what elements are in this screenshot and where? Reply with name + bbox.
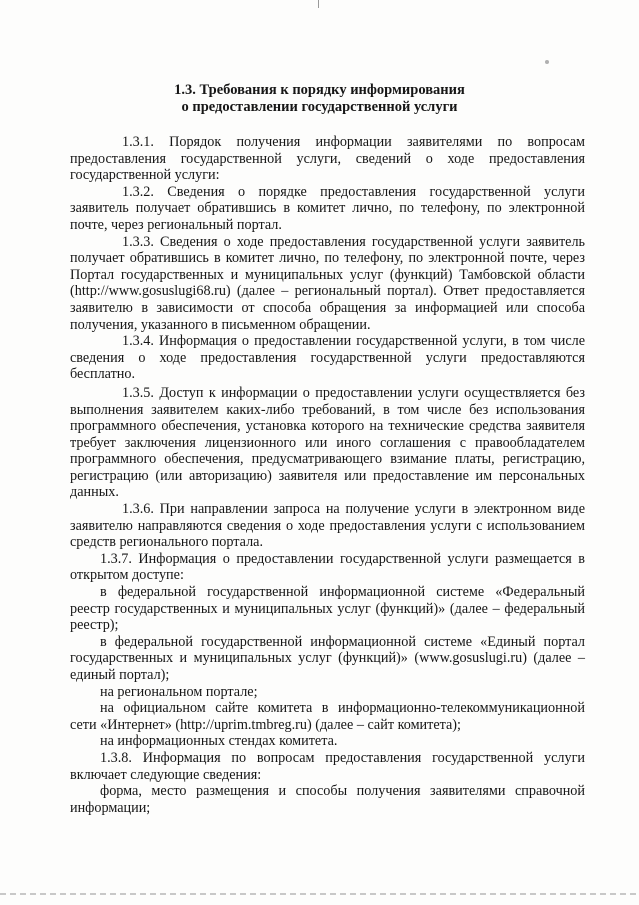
paragraph-1-3-3: 1.3.3. Сведения о ходе предоставления государственной услуги заявитель получает обратившись в комитет лично, по телефону, по электронной почте, через Портал государственных и муниципальных услуг (функций) Тамбовской области (http://www.gosuslugi68.ru) (далее – региональный портал). Ответ предоставляется заявителю в зависимости от способа обращения за информацией или способа получения, указанного в письменном обращении. xyxy=(70,233,585,333)
list-item-committee-site: на официальном сайте комитета в информационно-телекоммуникационной сети «Интернет» (http://uprim.tmbreg.ru) (далее – сайт комитета); xyxy=(70,700,585,733)
paragraph-1-3-2: 1.3.2. Сведения о порядке предоставления государственной услуги заявитель получает обратившись в комитет лично, по телефону, по электронной почте, через региональный портал. xyxy=(70,183,585,233)
section-heading-line-2: о предоставлении государственной услуги xyxy=(181,99,458,115)
list-item-info-stands: на информационных стендах комитета. xyxy=(100,733,338,750)
paragraph-1-3-6: 1.3.6. При направлении запроса на получение услуги в электронном виде заявителю направляются сведения о ходе предоставления услуги с использованием средств регионального портала. xyxy=(70,501,585,551)
paragraph-1-3-1: 1.3.1. Порядок получения информации заявителями по вопросам предоставления государственной услуги, сведений о ходе предоставления государственной услуги: xyxy=(70,134,585,184)
paragraph-1-3-4: 1.3.4. Информация о предоставлении государственной услуги, в том числе сведения о ходе предоставления государственной услуги предоставляются бесплатно. xyxy=(70,333,585,383)
section-heading-line-1: 1.3. Требования к порядку информирования xyxy=(174,82,465,98)
section-body xyxy=(70,134,585,816)
list-item-unified-portal: в федеральной государственной информационной системе «Единый портал государственных и муниципальных услуг (функций)» (www.gosuslugi.ru) (далее – единый портал); xyxy=(70,633,585,683)
paragraph-1-3-7: 1.3.7. Информация о предоставлении государственной услуги размещается в открытом доступе: xyxy=(70,550,585,584)
scan-artifact-top xyxy=(318,0,319,8)
list-item-regional-portal: на региональном портале; xyxy=(100,683,258,700)
scan-artifact-bottom-edge xyxy=(0,893,639,895)
list-item-reference-info: форма, место размещения и способы получения заявителями справочной информации; xyxy=(70,783,585,816)
section-heading xyxy=(0,82,639,116)
list-item-federal-registry: в федеральной государственной информационной системе «Федеральный реестр государственных и муниципальных услуг (функций)» (далее – федеральный реестр); xyxy=(70,584,585,634)
paragraph-1-3-5: 1.3.5. Доступ к информации о предоставлении услуги осуществляется без выполнения заявителем каких-либо требований, в том числе без использования программного обеспечения, установка которого на технические средства заявителя требует заключения лицензионного или иного соглашения с правообладателем программного обеспечения, предусматривающего взимание платы, регистрацию, регистрацию (или авторизацию) заявителя или предоставление им персональных данных. xyxy=(70,384,585,501)
paragraph-1-3-8: 1.3.8. Информация по вопросам предоставления государственной услуги включает следующие сведения: xyxy=(70,749,585,783)
scan-speck xyxy=(545,60,549,64)
